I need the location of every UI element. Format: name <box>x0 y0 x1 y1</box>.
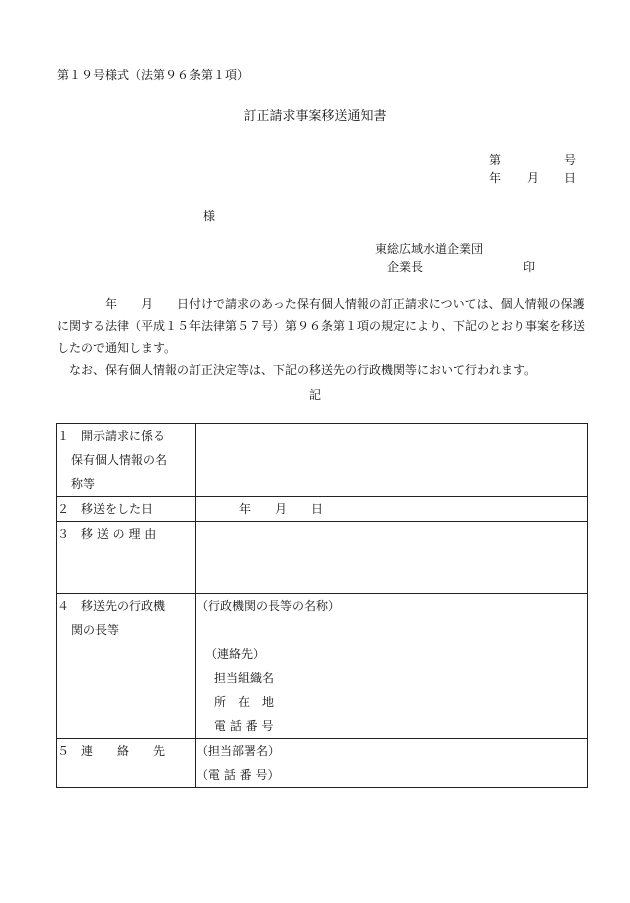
row1-label-line3: 称等 <box>71 477 96 491</box>
row4-label-line2: 関の長等 <box>71 623 120 637</box>
destination-agency-name: （行政機関の長等の名称） <box>196 599 341 613</box>
doc-number-suffix: 号 <box>564 153 577 167</box>
row4-value[interactable] <box>196 594 588 739</box>
row3-label <box>57 522 196 594</box>
row1-label-line1: １ 開示請求に係る <box>57 429 166 443</box>
contact-department: （担当部署名） <box>196 744 281 758</box>
ki-heading: 記 <box>308 388 321 402</box>
body-paragraph-1: 年 月 日付けで請求のあった保有個人情報の訂正請求については、個人情報の保護に関する法律（平成１５年法律第５７号）第９６条第１項の規定により、下記のとおり事案を移送したので通知します。 <box>57 297 586 355</box>
page-title: 訂正請求事案移送通知書 <box>243 109 387 124</box>
date-month: 月 <box>527 171 540 185</box>
transfer-date: 年 月 日 <box>239 502 324 516</box>
seal-mark: 印 <box>523 260 536 274</box>
date-day: 日 <box>564 171 577 185</box>
department-name-label: 担当組織名 <box>214 671 275 685</box>
sender-org: 東総広域水道企業団 <box>375 242 484 256</box>
row1-value[interactable] <box>196 424 588 497</box>
row5-value[interactable] <box>196 739 588 788</box>
form-number: 第１９号様式（法第９６条第１項） <box>57 68 250 82</box>
row2-value[interactable] <box>196 497 588 522</box>
row2-label-text: ２ 移送をした日 <box>57 502 154 516</box>
contact-phone: （電 話 番 号） <box>196 768 280 782</box>
doc-number-prefix: 第 <box>489 153 502 167</box>
row4-label-line1: ４ 移送先の行政機 <box>57 599 166 613</box>
phone-label: 電 話 番 号 <box>214 719 274 733</box>
body-text <box>57 293 587 381</box>
row3-label-text: ３ 移 送 の 理 由 <box>57 527 157 541</box>
addressee-suffix: 様 <box>203 209 216 223</box>
sender-title: 企業長 <box>387 260 424 274</box>
table-row <box>57 424 588 497</box>
row5-label <box>57 739 196 788</box>
row4-label <box>57 594 196 739</box>
table-row <box>57 497 588 522</box>
body-paragraph-2: なお、保有個人情報の訂正決定等は、下記の移送先の行政機関等において行われます。 <box>57 363 537 377</box>
row3-value[interactable] <box>196 522 588 594</box>
row5-label-text: ５ 連 絡 先 <box>57 744 166 758</box>
table-row <box>57 522 588 594</box>
notice-table <box>56 423 588 788</box>
table-row <box>57 739 588 788</box>
address-label: 所 在 地 <box>214 695 275 709</box>
row1-label-line2: 保有個人情報の名 <box>71 453 168 467</box>
row2-label <box>57 497 196 522</box>
row1-label <box>57 424 196 497</box>
contact-heading: （連絡先） <box>205 647 266 661</box>
date-year: 年 <box>489 171 502 185</box>
table-row <box>57 594 588 739</box>
